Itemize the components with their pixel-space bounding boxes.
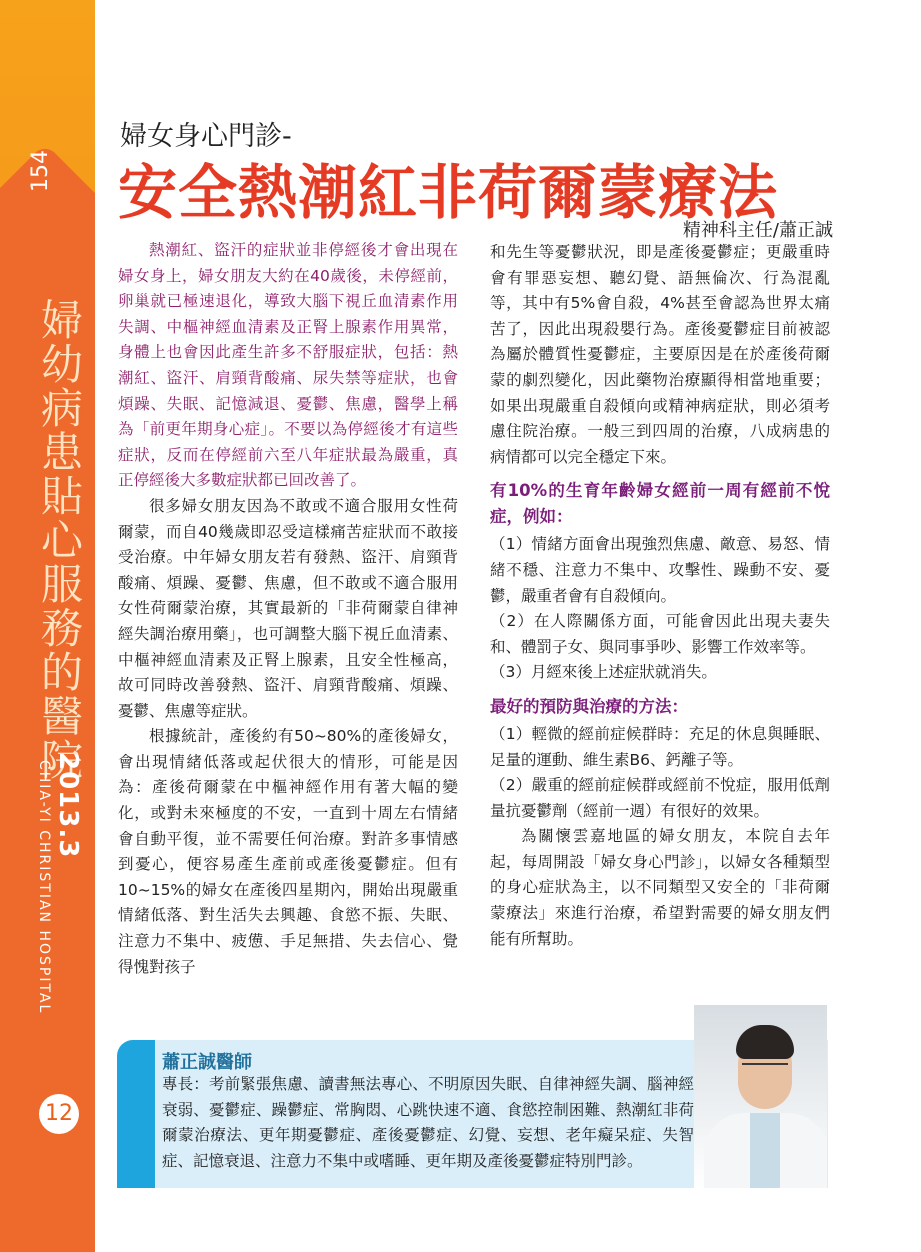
hospital-name-en: CHIA-YI CHRISTIAN HOSPITAL — [36, 760, 52, 1015]
section-heading: 有10%的生育年齡婦女經前一周有經前不悅症，例如： — [490, 481, 830, 527]
closing-paragraph: 為關懷雲嘉地區的婦女朋友，本院自去年起，每周開設「婦女身心門診」，以婦女各種類型的身心症狀為主，以不同類型又安全的「非荷爾蒙療法」來進行治療，希望對需要的婦女朋友們能有所幫助。 — [490, 827, 830, 948]
photo-glasses — [742, 1063, 788, 1077]
doctor-photo — [694, 1005, 827, 1188]
doctor-name: 蕭正誠醫師 — [162, 1052, 252, 1073]
article-byline: 精神科主任/蕭正誠 — [682, 220, 833, 241]
issue-date: 2013.3 — [53, 752, 83, 859]
photo-hair — [736, 1025, 794, 1059]
body-paragraph: 很多婦女朋友因為不敢或不適合服用女性荷爾蒙，而自40幾歲即忍受這樣痛苦症狀而不敢接受治療。中年婦女朋友若有發熱、盜汗、肩頸背酸痛、煩躁、憂鬱、焦慮，但不敢或不適合服用女性荷爾蒙治療，其實最新的「非荷爾蒙自律神經失調治療用藥」，也可調整大腦下視丘血清素、中樞神經血清素及正腎上腺素，且安全性極高，故可同時改善發熱、盜汗、肩頸背酸痛、煩躁、憂鬱、焦慮等症狀。 — [118, 496, 458, 720]
article-headline: 安全熱潮紅非荷爾蒙療法 — [118, 158, 779, 227]
list-item: （2）嚴重的經前症候群或經前不悅症，服用低劑量抗憂鬱劑（經前一週）有很好的效果。 — [490, 776, 830, 820]
list-item: （2）在人際關係方面，可能會因此出現夫妻失和、體罰子女、與同事爭吵、影響工作效率等。 — [490, 612, 830, 656]
doctor-profile-accent — [117, 1040, 155, 1188]
body-paragraph: 根據統計，產後約有50~80%的產後婦女，會出現情緒低落或起伏很大的情形，可能是因為：產後荷爾蒙在中樞神經作用有著大幅的變化，或對未來極度的不安，一直到十周左右情緒會自動平復，並不需要任何治療。對許多事情感到憂心，便容易產生產前或產後憂鬱症。但有10~15%的婦女在產後四星期內，開始出現嚴重情緒低落、對生活失去興趣、食慾不振、失眠、注意力不集中、疲憊、手足無措、失去信心、覺得愧對孩子 — [118, 727, 458, 976]
issue-page-number: 154 — [28, 150, 53, 192]
article-kicker: 婦女身心門診- — [120, 121, 292, 152]
lead-paragraph: 熱潮紅、盜汗的症狀並非停經後才會出現在婦女身上，婦女朋友大約在40歲後，未停經前，卵巢就已極速退化，導致大腦下視丘血清素作用失調、中樞神經血清素及正腎上腺素作用異常，身體上也會因此產生許多不舒服症狀，包括：熱潮紅、盜汗、肩頸背酸痛、尿失禁等症狀，也會煩躁、失眠、記憶減退、憂鬱、焦慮，醫學上稱為「前更年期身心症」。不要以為停經後才有這些症狀，反而在停經前六至八年症狀最為嚴重，真正停經後大多數症狀都已回改善了。 — [118, 241, 458, 490]
article-column-1 — [118, 238, 458, 980]
list-item: （1）情緒方面會出現強烈焦慮、敵意、易怒、情緒不穩、注意力不集中、攻擊性、躁動不安、憂鬱，嚴重者會有自殺傾向。 — [490, 535, 830, 605]
doctor-specialty: 專長：考前緊張焦慮、讀書無法專心、不明原因失眠、自律神經失調、腦神經衰弱、憂鬱症、躁鬱症、常胸悶、心跳快速不適、食慾控制困難、熱潮紅非荷爾蒙治療法、更年期憂鬱症、產後憂鬱症、幻覺、妄想、老年癡呆症、失智症、記憶衰退、注意力不集中或嗜睡、更年期及產後憂鬱症特別門診。 — [162, 1075, 694, 1170]
list-item: （3）月經來後上述症狀就消失。 — [490, 663, 717, 682]
page-number: 12 — [39, 1094, 79, 1134]
section-heading: 最好的預防與治療的方法： — [490, 696, 688, 716]
body-paragraph: 和先生等憂鬱狀況，即是產後憂鬱症；更嚴重時會有罪惡妄想、聽幻覺、語無倫次、行為混亂等，其中有5%會自殺，4%甚至會認為世界太痛苦了，因此出現殺嬰行為。產後憂鬱症目前被認為屬於體質性憂鬱症，主要原因是在於產後荷爾蒙的劇烈變化，因此藥物治療顯得相當地重要；如果出現嚴重自殺傾向或精神病症狀，則必須考慮住院治療。一般三到四周的治療，八成病患的病情都可以完全穩定下來。 — [490, 243, 830, 466]
article-column-2 — [490, 240, 830, 952]
list-item: （1）輕微的經前症候群時：充足的休息與睡眠、足量的運動、維生素B6、鈣離子等。 — [490, 724, 830, 769]
photo-shirt — [750, 1113, 780, 1188]
sidebar-title: 婦幼病患貼心服務的醫院 — [35, 298, 84, 782]
